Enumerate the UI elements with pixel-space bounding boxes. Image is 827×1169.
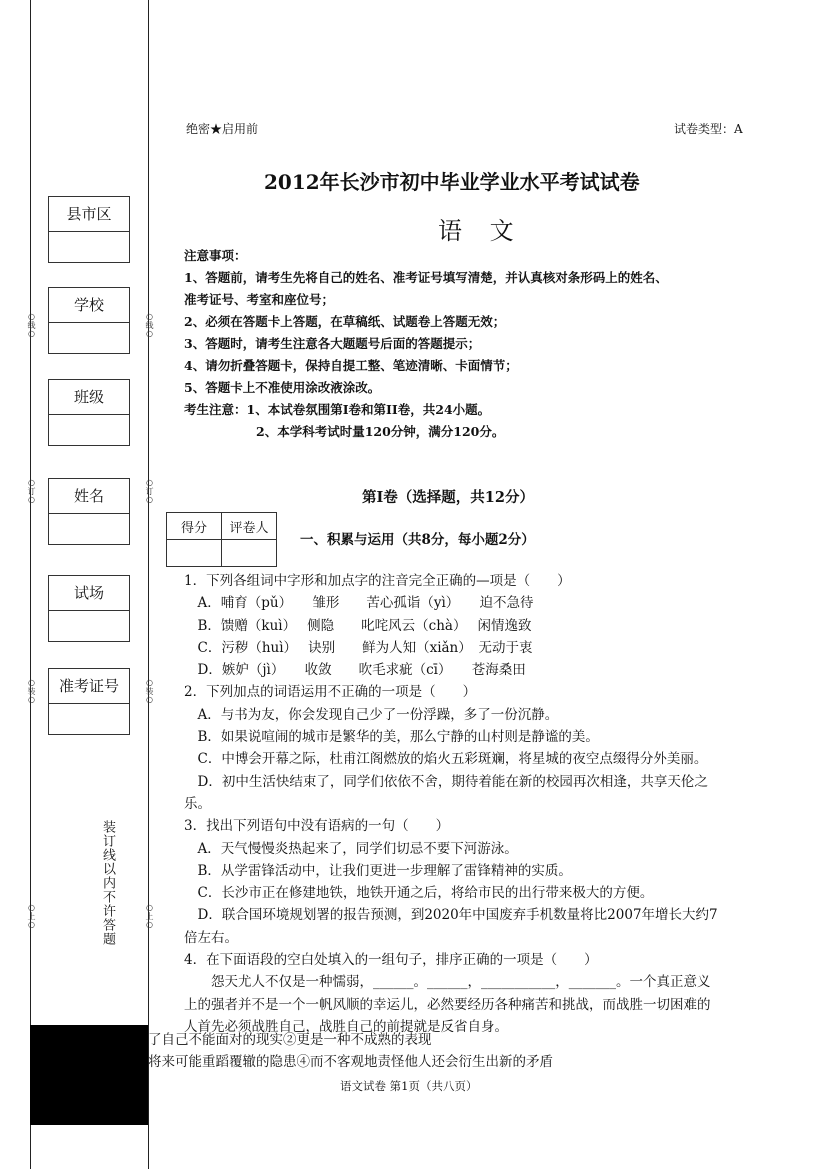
grader-cell[interactable] <box>222 540 277 567</box>
score-cell[interactable] <box>167 540 222 567</box>
binding-line-right <box>148 0 149 1169</box>
section-title: 一、积累与运用（共8分，每小题2分） <box>300 532 535 548</box>
seal-mark: ○装○ <box>27 678 36 704</box>
score-header: 得分 <box>167 513 222 540</box>
option-line: D．联合国环境规划署的报告预测，到2020年中国废弃手机数量将比2007年增长大约7 <box>184 907 718 924</box>
field-label: 准考证号 <box>49 669 129 704</box>
seal-instruction: 装订线以内不许答题 <box>100 820 115 946</box>
question-line: 3．找出下列语句中没有语病的一句（ ） <box>184 818 450 835</box>
seal-mark: ○线○ <box>145 312 154 338</box>
overflow-line: 了自己不能面对的现实②更是一种不成熟的表现 <box>148 1032 432 1048</box>
notice-line: 4、请勿折叠答题卡，保持自提工整、笔迹清晰、卡面情节； <box>184 358 518 373</box>
candidate-heading: 考生注意： <box>184 402 247 417</box>
question-line: 2．下列加点的词语运用不正确的一项是（ ） <box>184 684 477 701</box>
part1-title: 第Ⅰ卷（选择题，共12分） <box>362 489 534 506</box>
option-line: C．污秽（huì） 诀别 鲜为人知（xiǎn） 无动于衷 <box>184 639 533 656</box>
option-line: B．从学雷锋活动中，让我们更进一步理解了雷锋精神的实质。 <box>184 862 572 879</box>
seal-mark: ○订○ <box>27 478 36 504</box>
seal-mark: ○上○ <box>27 903 36 929</box>
option-line: D．初中生活快结束了，同学们依依不舍，期待着能在新的校园再次相逢，共享天伦之 <box>184 773 708 790</box>
candidate-line: 2、本学科考试时量120分钟，满分120分。 <box>256 424 505 439</box>
passage-line: 怨天尤人不仅是一种懦弱，______。______，___________，_______。一个真正意义 <box>184 974 711 991</box>
question-line: 1．下列各组词中字形和加点字的注音完全正确的—项是（ ） <box>184 573 571 589</box>
black-overlay-block <box>30 1025 148 1125</box>
field-label: 班级 <box>49 380 129 415</box>
option-line: C．中博会开幕之际，杜甫江阁燃放的焰火五彩斑斓，将星城的夜空点缀得分外美丽。 <box>184 751 708 768</box>
score-table <box>166 512 277 567</box>
option-line: A．哺育（pǔ） 雏形 苦心孤诣（yì） 迫不急待 <box>184 595 534 612</box>
field-name[interactable] <box>48 478 130 545</box>
grader-header: 评卷人 <box>222 513 277 540</box>
notice-heading: 注意事项： <box>184 248 247 263</box>
field-label: 县市区 <box>49 197 129 232</box>
field-ticket-number[interactable] <box>48 668 130 735</box>
seal-mark: ○装○ <box>145 678 154 704</box>
seal-mark: ○订○ <box>145 478 154 504</box>
confidential-label: 绝密★启用前 <box>186 122 259 136</box>
binding-line-left <box>30 0 31 1169</box>
notice-line: 准考证号、考室和座位号； <box>184 292 335 307</box>
subject-title: 语 文 <box>438 217 524 245</box>
notice-line: 2、必须在答题卡上答题，在草稿纸、试题卷上答题无效； <box>184 314 506 329</box>
option-line: A．天气慢慢炎热起来了，同学们切忌不要下河游泳。 <box>184 840 518 857</box>
notice-line: 1、答题前，请考生先将自己的姓名、准考证号填写清楚，并认真核对条形码上的姓名、 <box>184 270 668 285</box>
field-label: 试场 <box>49 576 129 611</box>
option-line: D．嫉妒（jì） 收敛 吹毛求疵（cī） 苍海桑田 <box>184 662 526 679</box>
option-line: 倍左右。 <box>184 929 238 946</box>
paper-type: 试卷类型：A <box>674 122 743 136</box>
option-line: 乐。 <box>184 795 211 812</box>
field-label: 姓名 <box>49 479 129 514</box>
question-line: 4．在下面语段的空白处填入的一组句子，排序正确的一项是（ ） <box>184 952 598 969</box>
field-school[interactable] <box>48 287 130 354</box>
field-county[interactable] <box>48 196 130 263</box>
passage-line: 人首先必须战胜自己，战胜自己的前提就是反省自身。 <box>184 1018 508 1035</box>
option-line: B．如果说喧闹的城市是繁华的美，那么宁静的山村则是静谧的美。 <box>184 729 599 746</box>
option-line: C．长沙市正在修建地铁，地铁开通之后，将给市民的出行带来极大的方便。 <box>184 885 654 902</box>
notice-block <box>184 245 764 443</box>
overflow-line: 将来可能重蹈覆辙的隐患④而不客观地责怪他人还会衍生出新的矛盾 <box>148 1054 553 1070</box>
field-class[interactable] <box>48 379 130 446</box>
question-list <box>184 570 764 1038</box>
field-exam-room[interactable] <box>48 575 130 642</box>
field-label: 学校 <box>49 288 129 323</box>
option-line: B．馈赠（kuì） 侧隐 叱咤风云（chà） 闲情逸致 <box>184 617 532 634</box>
seal-mark: ○线○ <box>27 312 36 338</box>
candidate-line: 1、本试卷氛围第I卷和第II卷，共24小题。 <box>246 402 491 417</box>
notice-line: 5、答题卡上不准使用涂改液涂改。 <box>184 380 381 395</box>
notice-line: 3、答题时，请考生注意各大题题号后面的答题提示； <box>184 336 481 351</box>
page-title: 2012年长沙市初中毕业学业水平考试试卷 <box>264 170 640 194</box>
seal-mark: ○上○ <box>145 903 154 929</box>
option-line: A．与书为友，你会发现自己少了一份浮躁，多了一份沉静。 <box>184 706 559 723</box>
passage-line: 上的强者并不是一个一帆风顺的幸运儿，必然要经历各种痛苦和挑战，而战胜一切困难的 <box>184 996 711 1013</box>
page-footer: 语文试卷 第1页（共八页） <box>340 1079 478 1093</box>
